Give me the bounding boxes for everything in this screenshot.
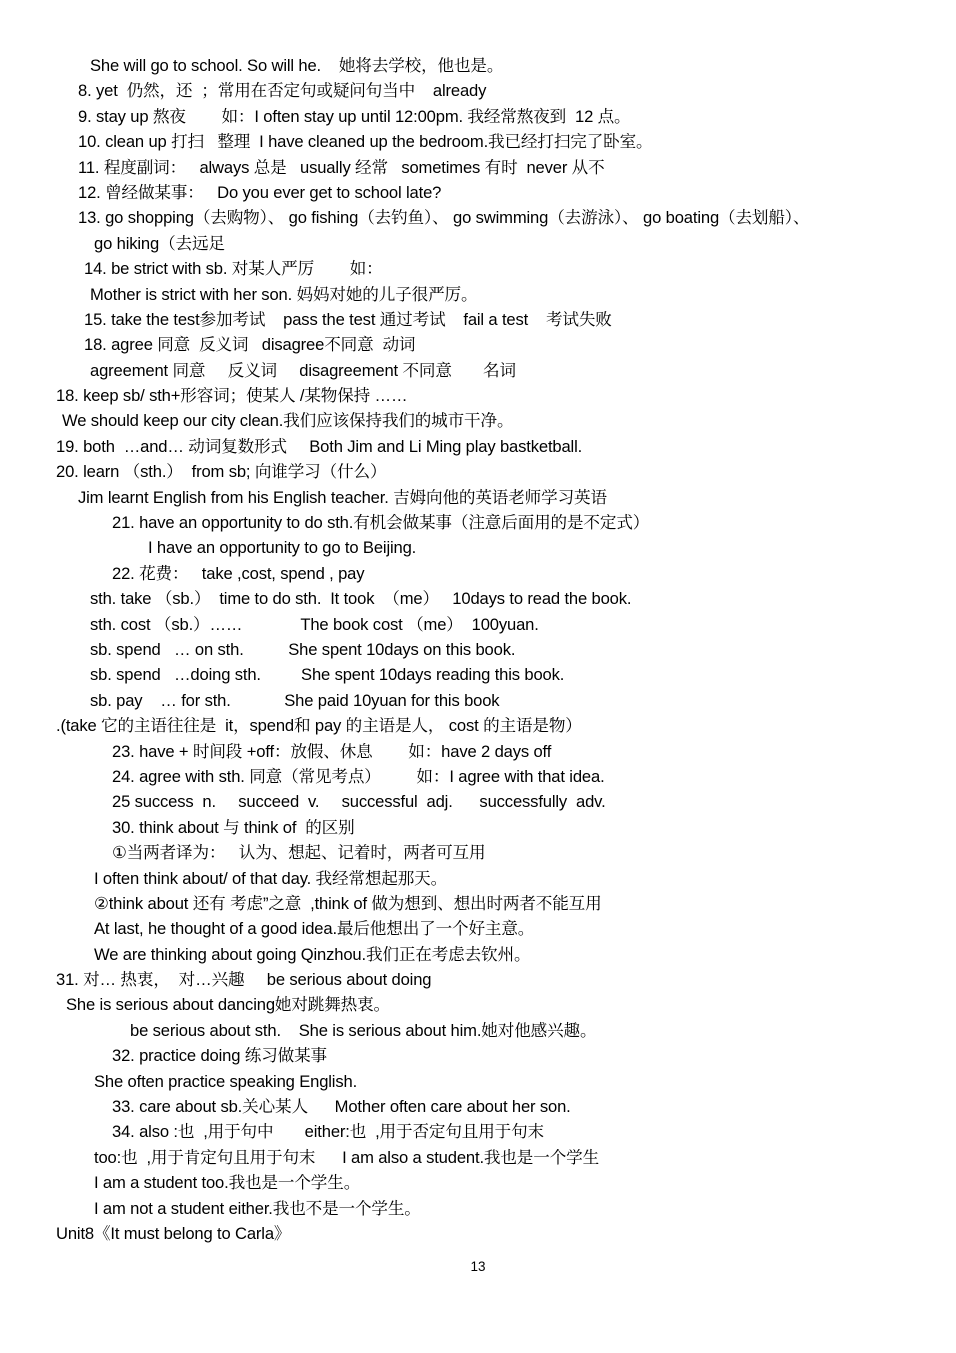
page-number: 13 (470, 1259, 486, 1274)
document-line: be serious about sth. She is serious about him.她对他感兴趣。 (130, 1020, 597, 1040)
document-line: 30. think about 与 think of 的区别 (112, 817, 355, 837)
document-line: 31. 对… 热衷， 对…兴趣 be serious about doing (56, 970, 432, 990)
document-line: Unit8《It must belong to Carla》 (56, 1223, 291, 1243)
document-line: 9. stay up 熬夜 如：I often stay up until 12:00pm. 我经常熬夜到 12 点。 (78, 106, 631, 126)
document-line: Mother is strict with her son. 妈妈对她的儿子很严厉。 (90, 284, 478, 304)
document-line: agreement 同意 反义词 disagreement 不同意 名词 (90, 360, 516, 380)
document-line: ①当两者译为： 认为、想起、记着时，两者可互用 (112, 843, 486, 863)
document-line: go hiking（去远足 (94, 233, 225, 253)
document-line: 11. 程度副词： always 总是 usually 经常 sometimes 有时 never 从不 (78, 157, 605, 177)
document-line: sb. spend … on sth. She spent 10days on this book. (90, 639, 516, 659)
document-line: 14. be strict with sb. 对某人严厉 如： (84, 259, 383, 279)
document-line: sth. cost （sb.）…… The book cost （me） 100yuan. (90, 614, 539, 634)
document-line: sth. take （sb.） time to do sth. It took （me） 10days to read the book. (90, 589, 632, 609)
document-line: 25 success n. succeed v. successful adj. successfully adv. (112, 792, 606, 812)
document-line: 32. practice doing 练习做某事 (112, 1046, 327, 1066)
document-line: 20. learn （sth.） from sb; 向谁学习（什么） (56, 462, 387, 482)
document-line: I am a student too.我也是一个学生。 (94, 1173, 361, 1193)
document-line: I am not a student either.我也不是一个学生。 (94, 1198, 421, 1218)
document-line: 13. go shopping（去购物）、 go fishing（去钓鱼）、 go swimming（去游泳）、 go boating（去划船）、 (78, 208, 810, 228)
document-line: 10. clean up 打扫 整理 I have cleaned up the bedroom.我已经打扫完了卧室。 (78, 132, 653, 152)
document-line: sb. pay … for sth. She paid 10yuan for this book (90, 690, 500, 710)
document-line: too:也 ,用于肯定句且用于句末 I am also a student.我也是一个学生 (94, 1147, 600, 1167)
document-line: She is serious about dancing她对跳舞热衷。 (66, 995, 390, 1015)
document-body (0, 53, 956, 1246)
document-line: 19. both …and… 动词复数形式 Both Jim and Li Ming play bastketball. (56, 436, 583, 456)
document-line: We should keep our city clean.我们应该保持我们的城市干净。 (62, 411, 514, 431)
document-line: 18. keep sb/ sth+形容词；使某人 /某物保持 …… (56, 386, 408, 406)
document-line: She often practice speaking English. (94, 1071, 358, 1091)
document-line: sb. spend …doing sth. She spent 10days reading this book. (90, 665, 565, 685)
document-line: ②think about 还有 考虑”之意 ,think of 做为想到、想出时两者不能互用 (94, 893, 602, 913)
document-line: I have an opportunity to go to Beijing. (148, 538, 417, 558)
document-line: 23. have + 时间段 +off：放假、休息 如：have 2 days off (112, 741, 552, 761)
document-line: 18. agree 同意 反义词 disagree不同意 动词 (84, 335, 416, 355)
document-line: 12. 曾经做某事： Do you ever get to school late? (78, 182, 442, 202)
document-line: 22. 花费： take ,cost, spend , pay (112, 563, 365, 583)
document-line: 8. yet 仍然，还 ；常用在否定句或疑问句当中 already (78, 81, 487, 101)
document-line: .(take 它的主语往往是 it，spend和 pay 的主语是人， cost 的主语是物） (56, 716, 582, 736)
document-line: I often think about/ of that day. 我经常想起那天。 (94, 868, 448, 888)
document-line: 24. agree with sth. 同意（常见考点） 如：I agree with that idea. (112, 766, 605, 786)
document-line: 33. care about sb.关心某人 Mother often care about her son. (112, 1097, 571, 1117)
page-number-footer (0, 1258, 956, 1276)
document-line: 15. take the test参加考试 pass the test 通过考试 fail a test 考试失败 (84, 309, 612, 329)
document-line: 21. have an opportunity to do sth.有机会做某事（注意后面用的是不定式） (112, 513, 650, 533)
document-line: We are thinking about going Qinzhou.我们正在考虑去钦州。 (94, 944, 531, 964)
document-line: Jim learnt English from his English teacher. 吉姆向他的英语老师学习英语 (78, 487, 607, 507)
document-line: She will go to school. So will he. 她将去学校，他也是。 (90, 56, 504, 75)
document-line: At last, he thought of a good idea.最后他想出了一个好主意。 (94, 919, 535, 939)
document-line: 34. also :也 ,用于句中 either:也 ,用于否定句且用于句末 (112, 1122, 544, 1142)
